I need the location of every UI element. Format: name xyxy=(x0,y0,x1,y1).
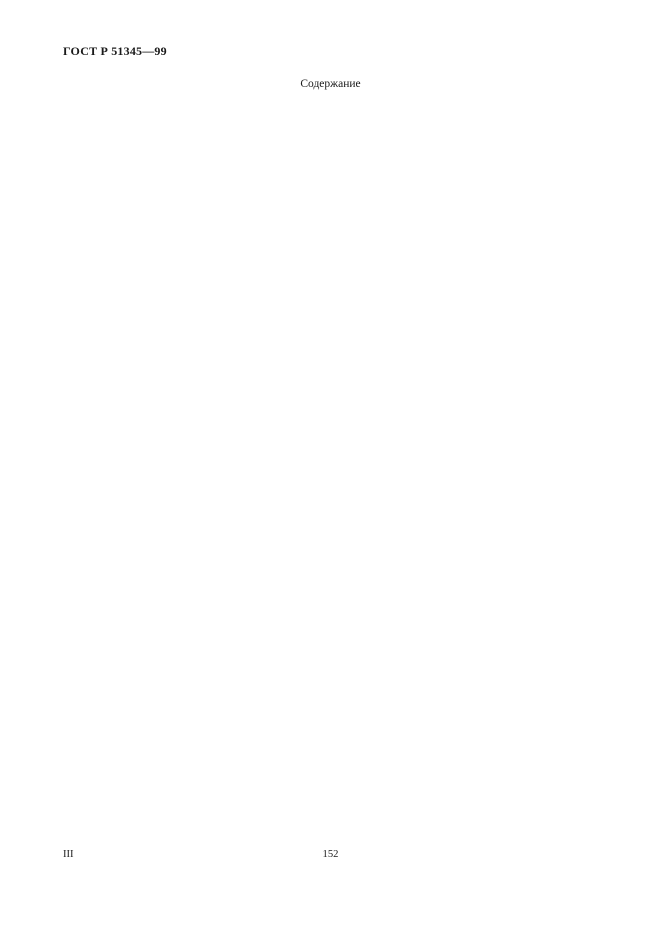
document-code: ГОСТ Р 51345—99 xyxy=(63,44,167,58)
section-page-label: III xyxy=(63,849,74,860)
toc-title: Содержание xyxy=(300,78,361,90)
page-number: 152 xyxy=(322,849,339,860)
